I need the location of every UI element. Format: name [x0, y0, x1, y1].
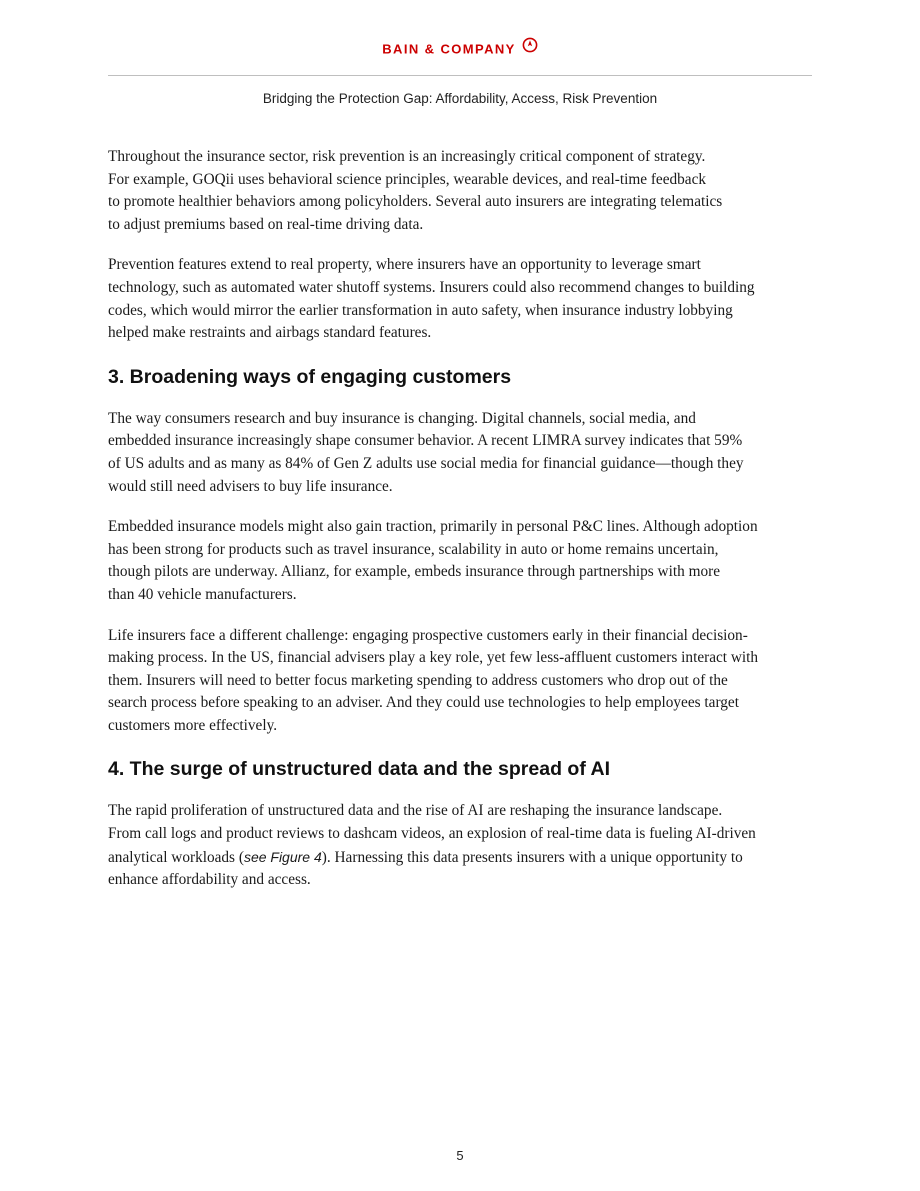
paragraph-life-insurers — [108, 625, 814, 738]
text-line: From call logs and product reviews to dashcam videos, an explosion of real-time data is fueling AI-driven — [108, 825, 756, 843]
text-line: to adjust premiums based on real-time driving data. — [108, 215, 424, 233]
section-heading-unstructured-data: 4. The surge of unstructured data and the spread of AI — [108, 758, 611, 781]
header-divider — [108, 75, 812, 76]
text-fragment: analytical workloads ( — [108, 848, 244, 866]
text-line: customers more effectively. — [108, 716, 278, 734]
text-line: codes, which would mirror the earlier transformation in auto safety, when insurance industry lobbying — [108, 301, 733, 319]
text-line: Prevention features extend to real property, where insurers have an opportunity to leverage smart — [108, 256, 701, 274]
compass-circle-icon — [522, 37, 538, 59]
brand-name: BAIN & COMPANY — [382, 41, 516, 57]
text-line: making process. In the US, financial advisers play a key role, yet few less-affluent customers interact with — [108, 649, 759, 667]
text-line: has been strong for products such as travel insurance, scalability in auto or home remains uncertain, — [108, 540, 719, 558]
paragraph-risk-prevention — [108, 146, 814, 236]
page-number: 5 — [456, 1148, 464, 1163]
brand-logo — [0, 39, 920, 61]
text-line — [108, 846, 814, 870]
text-line: of US adults and as many as 84% of Gen Z adults use social media for financial guidance—though they — [108, 454, 744, 472]
paragraph-prevention-features — [108, 254, 814, 344]
figure-reference-link[interactable]: see Figure 4 — [243, 848, 322, 865]
text-fragment: ). Harnessing this data presents insurers with a unique opportunity to — [321, 848, 743, 866]
text-line: Embedded insurance models might also gain traction, primarily in personal P&C lines. Although adoption — [108, 518, 758, 536]
text-line: Life insurers face a different challenge: engaging prospective customers early in their financial decision- — [108, 626, 748, 644]
text-line: technology, such as automated water shutoff systems. Insurers could also recommend changes to building — [108, 278, 755, 296]
paragraph-unstructured-data — [108, 800, 814, 891]
text-line: than 40 vehicle manufacturers. — [108, 585, 297, 603]
text-line: helped make restraints and airbags standard features. — [108, 324, 432, 342]
text-line: The way consumers research and buy insurance is changing. Digital channels, social media, and — [108, 409, 696, 427]
text-line: Throughout the insurance sector, risk prevention is an increasingly critical component of strategy. — [108, 148, 706, 165]
text-line: to promote healthier behaviors among policyholders. Several auto insurers are integrating telematics — [108, 193, 723, 211]
section-heading-engaging-customers: 3. Broadening ways of engaging customers — [108, 365, 512, 388]
text-line: though pilots are underway. Allianz, for example, embeds insurance through partnerships with more — [108, 563, 720, 581]
document-title: Bridging the Protection Gap: Affordability, Access, Risk Prevention — [262, 91, 658, 106]
text-line: would still need advisers to buy life insurance. — [108, 477, 393, 495]
text-line: them. Insurers will need to better focus marketing spending to address customers who drop out of the — [108, 671, 728, 689]
text-line: enhance affordability and access. — [108, 871, 311, 889]
page-content — [108, 146, 814, 910]
text-line: For example, GOQii uses behavioral science principles, wearable devices, and real-time feedback — [108, 170, 707, 188]
paragraph-embedded-insurance — [108, 516, 814, 606]
text-line: search process before speaking to an adviser. And they could use technologies to help employees target — [108, 694, 739, 712]
paragraph-consumer-research — [108, 408, 814, 498]
text-line: The rapid proliferation of unstructured data and the rise of AI are reshaping the insurance landscape. — [108, 802, 723, 820]
text-line: embedded insurance increasingly shape consumer behavior. A recent LIMRA survey indicates that 59% — [108, 432, 743, 450]
